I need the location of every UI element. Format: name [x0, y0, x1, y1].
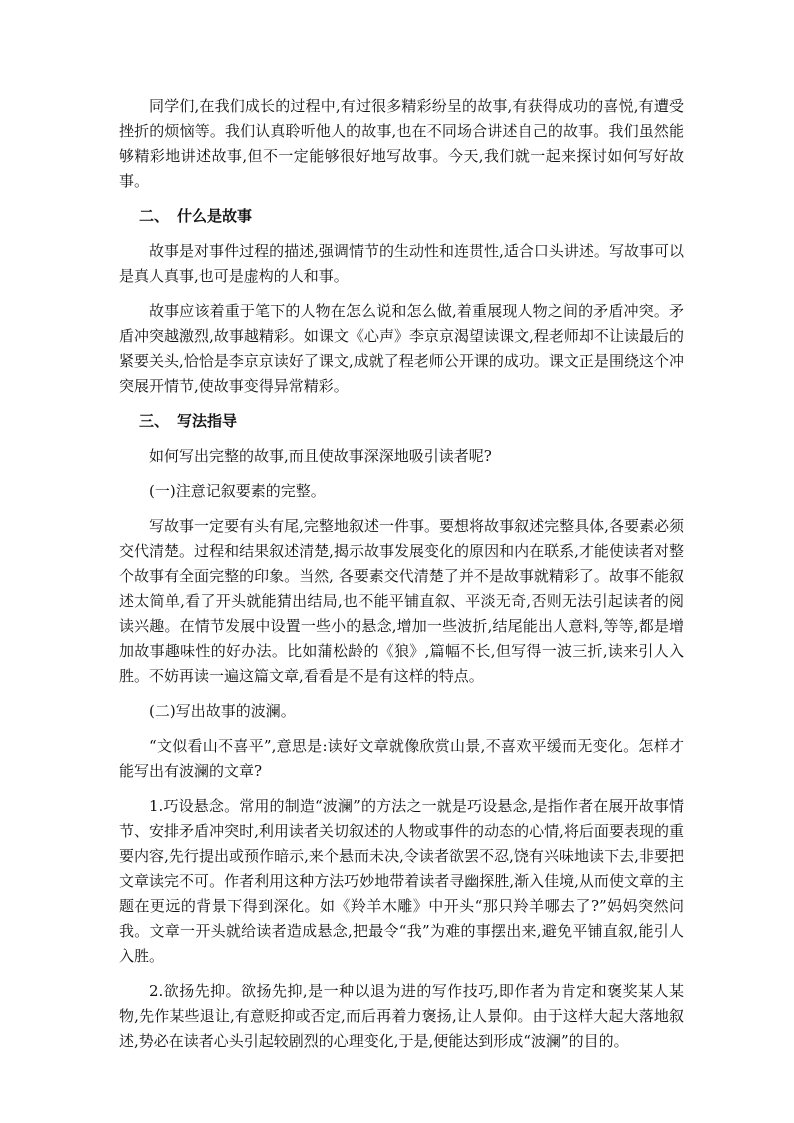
subheading-twists: (二)写出故事的波澜。: [149, 702, 296, 720]
paragraph-intro: 同学们,在我们成长的过程中,有过很多精彩纷呈的故事,有获得成功的喜悦,有遭受挫折的烦恼等。我们认真聆听他人的故事,也在不同场合讲述自己的故事。我们虽然能够精彩地讲述故事,但不一定能够很好地写故事。今天,我们就一起来探讨如何写好故事。: [119, 97, 684, 190]
section-number: 三、: [139, 412, 170, 430]
section-title: 写法指导: [177, 412, 238, 430]
paragraph-contrast: 2.欲扬先抑。欲扬先抑,是一种以退为进的写作技巧,即作者为肯定和褒奖某人某物,先作某些退让,有意贬抑或否定,而后再着力褒扬,让人景仰。由于这样大起大落地叙述,势必在读者心头引起较剧烈的心理变化,于是,便能达到形成“波澜”的目的。: [119, 982, 684, 1050]
paragraph-twists-intro: “文似看山不喜平”,意思是:读好文章就像欣赏山景,不喜欢平缓而无变化。怎样才能写出有波澜的文章?: [119, 737, 684, 780]
section-heading-writing-guide: [119, 409, 684, 434]
section-title: 什么是故事: [177, 207, 253, 225]
paragraph-elements: 写故事一定要有头有尾,完整地叙述一件事。要想将故事叙述完整具体,各要素必须交代清楚。过程和结果叙述清楚,揭示故事发展变化的原因和内在联系,才能使读者对整个故事有全面完整的印象。当然, 各要素交代清楚了并不是故事就精彩了。故事不能叙述太简单,看了开头就能猜出结局,也不能平铺直叙、平淡无奇,否则无法引起读者的阅读兴趣。在情节发展中设置一些小的悬念,增加一些波折,结尾能出人意料,等等,都是增加故事趣味性的好办法。比如蒲松龄的《狼》,篇幅不长,但写得一波三折,读来引人入胜。不妨再读一遍这篇文章,看看是不是有这样的特点。: [119, 517, 684, 685]
paragraph-question: 如何写出完整的故事,而且使故事深深地吸引读者呢?: [149, 447, 492, 465]
paragraph-definition: 故事是对事件过程的描述,强调情节的生动性和连贯性,适合口头讲述。写故事可以是真人真事,也可是虚构的人和事。: [119, 242, 684, 285]
subheading-elements: (一)注意记叙要素的完整。: [149, 482, 326, 500]
paragraph-suspense: 1.巧设悬念。常用的制造“波澜”的方法之一就是巧设悬念,是指作者在展开故事情节、安排矛盾冲突时,利用读者关切叙述的人物或事件的动态的心情,将后面要表现的重要内容,先行提出或预作暗示,来个悬而未决,令读者欲罢不忍,饶有兴味地读下去,非要把文章读完不可。作者利用这种方法巧妙地带着读者寻幽探胜,渐入佳境,从而使文章的主题在更远的背景下得到深化。如《羚羊木雕》中开头“那只羚羊哪去了?”妈妈突然问我。文章一开头就给读者造成悬念,把最令“我”为难的事摆出来,避免平铺直叙,能引人入胜。: [119, 797, 684, 965]
paragraph-conflict: 故事应该着重于笔下的人物在怎么说和怎么做,着重展现人物之间的矛盾冲突。矛盾冲突越激烈,故事越精彩。如课文《心声》李京京渴望读课文,程老师却不让读最后的紧要关头,恰恰是李京京读好了课文,成就了程老师公开课的成功。课文正是围绕这个冲突展开情节,使故事变得异常精彩。: [119, 302, 684, 395]
document-page: [119, 94, 684, 1064]
section-heading-what-is-story: [119, 204, 684, 229]
section-number: 二、: [139, 207, 170, 225]
